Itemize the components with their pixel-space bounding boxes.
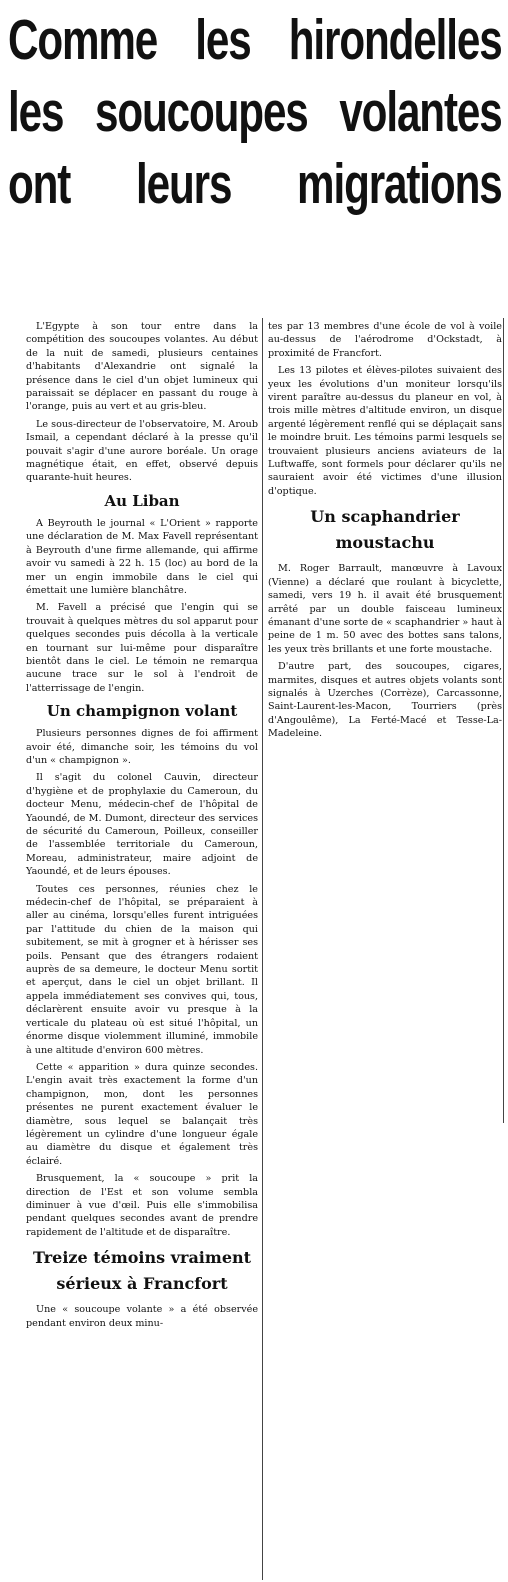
paragraph: Les 13 pilotes et élèves-pilotes suivaient des yeux les évolutions d'un moniteur lorsqu'ils virent paraître au-dessus du planeur en vol, à trois mille mètres d'altitude environ, un disque argenté légèrement renflé qui se déplaçait sans le moindre bruit. Les témoins parmi lesquels se trouvaient plusieurs anciens aviateurs de la Luftwaffe, sont formels pour déclarer qu'ils ne sauraient avoir été victimes d'une illusion d'optique.	[268, 365, 502, 497]
subheading-champignon-volant: Un champignon volant	[46, 702, 238, 721]
article-column-right	[268, 320, 502, 745]
paragraph: Cette « apparition » dura quinze secondes. L'engin avait très exactement la forme d'un champignon, mon, dont les personnes présentes ne purent exactement évaluer le diamètre, sous lequel se balançait très légèrement un cylindre d'une longueur égale au diamètre du disque et également très éclairé.	[26, 1061, 258, 1167]
paragraph: Le sous-directeur de l'observatoire, M. Aroub Ismail, a cependant déclaré à la presse qu'il pouvait s'agir d'une aurore boréale. Un orage magnétique était, en effet, observé depuis quarante-huit heures.	[26, 418, 258, 484]
paragraph: Il s'agit du colonel Cauvin, directeur d'hygiène et de prophylaxie du Cameroun, du docteur Menu, médecin-chef de l'hôpital de Yaoundé, de M. Dumont, directeur des services de sécurité du Cameroun, Poilleux, conseiller de l'assemblée territoriale du Cameroun, Moreau, administrateur, maire adjoint de Yaoundé, et de leurs épouses.	[26, 772, 258, 878]
column-divider-right	[503, 318, 504, 1123]
subheading-line: Un scaphandrier	[310, 507, 460, 527]
headline-line-2: les soucoupes volantes	[8, 80, 502, 144]
headline-line-1: Comme les hirondelles	[8, 8, 502, 72]
subheading-scaphandrier	[268, 504, 502, 556]
paragraph: Toutes ces personnes, réunies chez le médecin-chef de l'hôpital, se préparaient à aller au cinéma, lorsqu'elles furent intriguées par l'attitude du chien de la maison qui subitement, se mit à grogner et à hérisser ses poils. Pensant que des étrangers rodaient auprès de sa demeure, le docteur Menu sortit et aperçut, dans le ciel un objet brillant. Il appela immédiatement ses convives qui, tous, déclarèrent ensuite avoir vu presque à la verticale du plateau où est situé l'hôpital, un énorme disque violemment illuminé, immobile à une altitude d'environ 600 mètres.	[26, 883, 258, 1056]
paragraph: M. Favell a précisé que l'engin qui se trouvait à quelques mètres du sol apparut pour quelques secondes puis décolla à la verticale en tournant sur lui-même pour disparaître bientôt dans le ciel. Le témoin ne remarqua aucune trace sur le sol à l'endroit de l'atterrissage de l'engin.	[26, 602, 258, 694]
column-divider-left	[262, 318, 263, 1580]
paragraph: M. Roger Barrault, manœuvre à Lavoux (Vienne) a déclaré que roulant à bicyclette, samedi, vers 19 h. il avait été brusquement arrêté par un double faisceau lumineux émanant d'une sorte de « scaphandrier » haut à peine de 1 m. 50 avec des bottes sans talons, les yeux très brillants et une forte moustache.	[268, 563, 502, 655]
paragraph: A Beyrouth le journal « L'Orient » rapporte une déclaration de M. Max Favell représentant à Beyrouth d'une firme allemande, qui affirme avoir vu samedi à 22 h. 15 (loc) au bord de la mer un engin immobile dans le ciel qui émettait une lumière blanchâtre.	[26, 517, 258, 596]
subheading-au-liban: Au Liban	[104, 491, 180, 510]
article-column-left	[26, 320, 258, 1334]
subheading-treize-temoins	[26, 1245, 258, 1297]
headline	[8, 4, 502, 220]
subheading-line: sérieux à Francfort	[56, 1274, 228, 1294]
subheading-line: moustachu	[335, 533, 435, 553]
paragraph: tes par 13 membres d'une école de vol à voile au-dessus de l'aérodrome d'Ockstadt, à proximité de Francfort.	[268, 321, 502, 359]
paragraph: Plusieurs personnes dignes de foi affirment avoir été, dimanche soir, les témoins du vol d'un « champignon ».	[26, 728, 258, 766]
subheading-line: Treize témoins vraiment	[32, 1248, 252, 1268]
paragraph: L'Egypte à son tour entre dans la compétition des soucoupes volantes. Au début de la nuit de samedi, plusieurs centaines d'habitants d'Alexandrie ont signalé la présence dans le ciel d'un objet lumineux qui paraissait se déplacer en passant du rouge à l'orange, puis au vert et au gris-bleu.	[26, 321, 258, 413]
paragraph: Brusquement, la « soucoupe » prit la direction de l'Est et son volume sembla diminuer à vue d'œil. Puis elle s'immobilisa pendant quelques secondes avant de prendre rapidement de l'altitude et de disparaître.	[26, 1173, 258, 1238]
paragraph: D'autre part, des soucoupes, cigares, marmites, disques et autres objets volants sont signalés à Uzerches (Corrèze), Carcassonne, Saint-Laurent-les-Macon, Tourriers (près d'Angoulême), La Ferté-Macé et Tesse-La-Madeleine.	[268, 661, 502, 740]
headline-line-3: ont leurs migrations	[8, 152, 502, 216]
paragraph: Une « soucoupe volante » a été observée pendant environ deux minu-	[26, 1304, 258, 1329]
